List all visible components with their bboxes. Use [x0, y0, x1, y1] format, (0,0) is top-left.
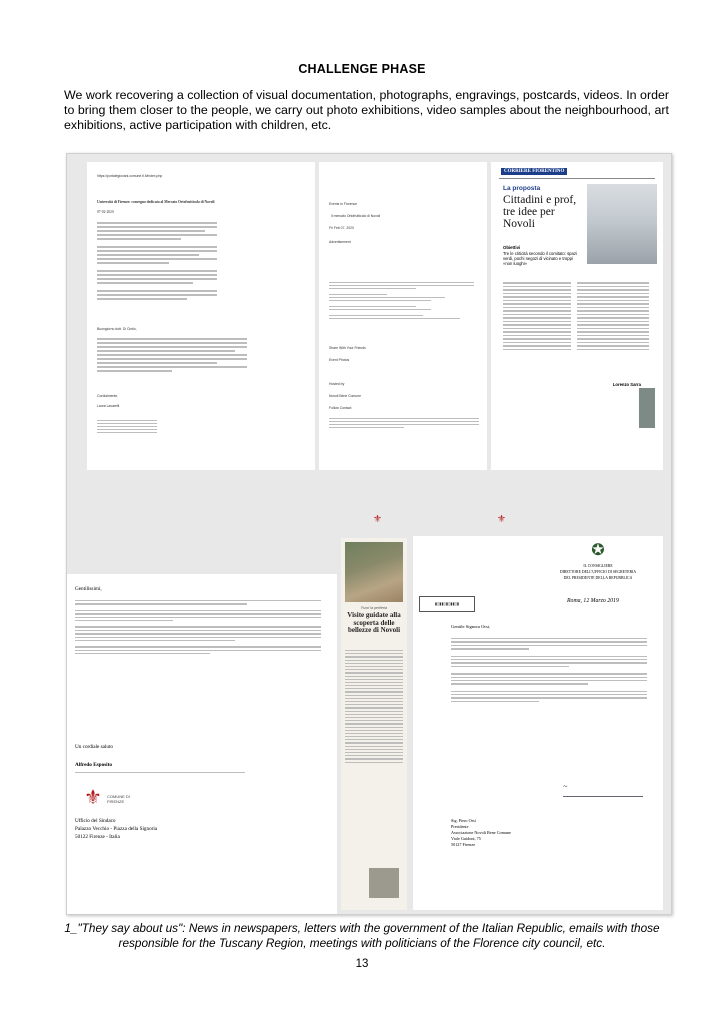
event-about-lines — [329, 416, 479, 430]
newspaper-thumbnail — [639, 388, 655, 428]
florence-lily-icon-small: ⚜ — [373, 514, 382, 525]
event-title: Events in Florence — [329, 202, 358, 206]
email-signer: Laura Lavarelli — [97, 404, 120, 408]
event-subtitle: Il mercato Ortofrutticolo di Novoli — [331, 214, 381, 218]
magazine-headline: Visite guidate alla scoperta delle bellezze di Novoli — [347, 611, 401, 635]
letter-recipient-city: 50127 Firenze — [451, 842, 476, 847]
mayor-letter-office: Ufficio del Sindaco — [75, 818, 116, 824]
letter-recipient-role: Presidente — [451, 824, 469, 829]
email-url: https://portalegiovani.comune.fi.it/index.php — [97, 174, 163, 178]
letter-header-1: IL CONSIGLIERE — [583, 564, 613, 568]
newspaper-photo — [587, 184, 657, 264]
florence-lily-icon: ⚜ — [84, 787, 102, 809]
newspaper-column-text-2 — [577, 280, 649, 352]
page-heading: CHALLENGE PHASE — [298, 62, 426, 76]
email-body-lines — [97, 220, 217, 302]
letter-header-3: DEL PRESIDENTE DELLA REPUBBLICA — [563, 576, 633, 580]
magazine-photo — [345, 542, 403, 602]
email-date: 07-02-2020 — [97, 210, 114, 214]
mayor-letter-closing: Un cordiale saluto — [75, 744, 114, 750]
emblem-icon: ✪ — [591, 542, 605, 559]
email-footer-lines — [97, 418, 157, 435]
figure-caption: 1_"They say about us": News in newspapers, letters with the government of the Italian Republic, emails with those responsible for the Tuscany Region, meetings with politicians of the Florence city council, etc. — [64, 921, 660, 950]
president-letter-panel — [413, 536, 663, 910]
event-item-photos: Event Photos — [329, 358, 350, 362]
magazine-clipping — [341, 538, 407, 910]
event-item-share: Share With Your Friends — [329, 346, 366, 350]
letter-salutation: Gentile Signora Orsi, — [451, 624, 491, 629]
event-item-host-name: Novoli Bene Comune — [329, 394, 362, 398]
florence-lily-icon-small-2: ⚜ — [497, 514, 506, 525]
event-page-panel — [319, 162, 487, 470]
protocol-stamp-icon: ▮▯▮▮▯▮▯▮▮▯▮ — [419, 596, 475, 612]
mayor-letter-address1: Palazzo Vecchio - Piazza della Signoria — [75, 826, 158, 832]
email-signoff: Cordialmente, — [97, 394, 119, 398]
letter-signature: ~ — [563, 782, 643, 797]
newspaper-rule — [499, 178, 655, 179]
event-item-follow: Follow Contact — [329, 406, 352, 410]
newspaper-kicker: La proposta — [503, 185, 541, 192]
email-header: Università di Firenze: convegno dedicato al Mercato Ortofrutticolo di Novoli — [97, 200, 215, 204]
mayor-letter-salutation: Gentilissimi, — [75, 586, 102, 592]
event-date: Fri Feb 07, 2020 — [329, 226, 354, 230]
magazine-kicker: Fuori la periferia — [361, 606, 387, 610]
intro-paragraph: We work recovering a collection of visual documentation, photographs, engravings, postcards, videos. In order to bring them closer to the people, we carry out photo exhibitions, video samples about the neighbourhood, art exhibitions, active participation with children, etc. — [64, 88, 669, 133]
mayor-letter-body-lines — [75, 598, 321, 656]
magazine-author-photo — [369, 868, 399, 898]
newspaper-clipping — [491, 162, 663, 470]
newspaper-column-text — [503, 280, 571, 352]
mayor-letter-panel — [67, 574, 337, 914]
letter-recipient-name: Sig. Piero Orsi — [451, 818, 476, 823]
event-tag: Advertisement — [329, 240, 351, 244]
newspaper-headline: Cittadini e prof, tre idee per Novoli — [503, 194, 577, 230]
mayor-letter-address2: 50122 Firenze - Italia — [75, 834, 120, 840]
event-body-lines — [329, 280, 474, 321]
portal-email-panel — [87, 162, 315, 470]
email-greeting: Buongiorno dott. Di Cintio, — [97, 327, 137, 331]
magazine-body-lines — [345, 648, 403, 765]
letter-recipient-street: Viale Guidoni, 75 — [451, 836, 481, 841]
newspaper-masthead: CORRIERE FIORENTINO — [501, 168, 567, 175]
mayor-letter-signer-role-line — [75, 772, 245, 773]
mayor-letter-logo-text: COMUNE DI FIRENZE — [107, 794, 130, 804]
email-message-lines — [97, 336, 247, 374]
letter-body-lines — [451, 636, 647, 704]
letter-place-date: Roma, 12 Marzo 2019 — [567, 598, 619, 604]
event-item-hosted: Hosted by — [329, 382, 345, 386]
mayor-letter-signer: Alfredo Esposito — [75, 762, 112, 768]
newspaper-deck: Tre le criticità secondo il comitato: spazi verdi, pochi negozi di vicinato e troppi «non luoghi» — [503, 251, 577, 266]
newspaper-author: Lorenzo Sarra — [612, 382, 641, 387]
page-number: 13 — [355, 958, 369, 970]
press-collage — [66, 153, 672, 915]
newspaper-section: Obiettivi — [503, 245, 521, 250]
letter-recipient-org: Associazione Novoli Bene Comune — [451, 830, 511, 835]
letter-header-2: DIRETTORE DELL'UFFICIO DI SEGRETERIA — [559, 570, 637, 574]
